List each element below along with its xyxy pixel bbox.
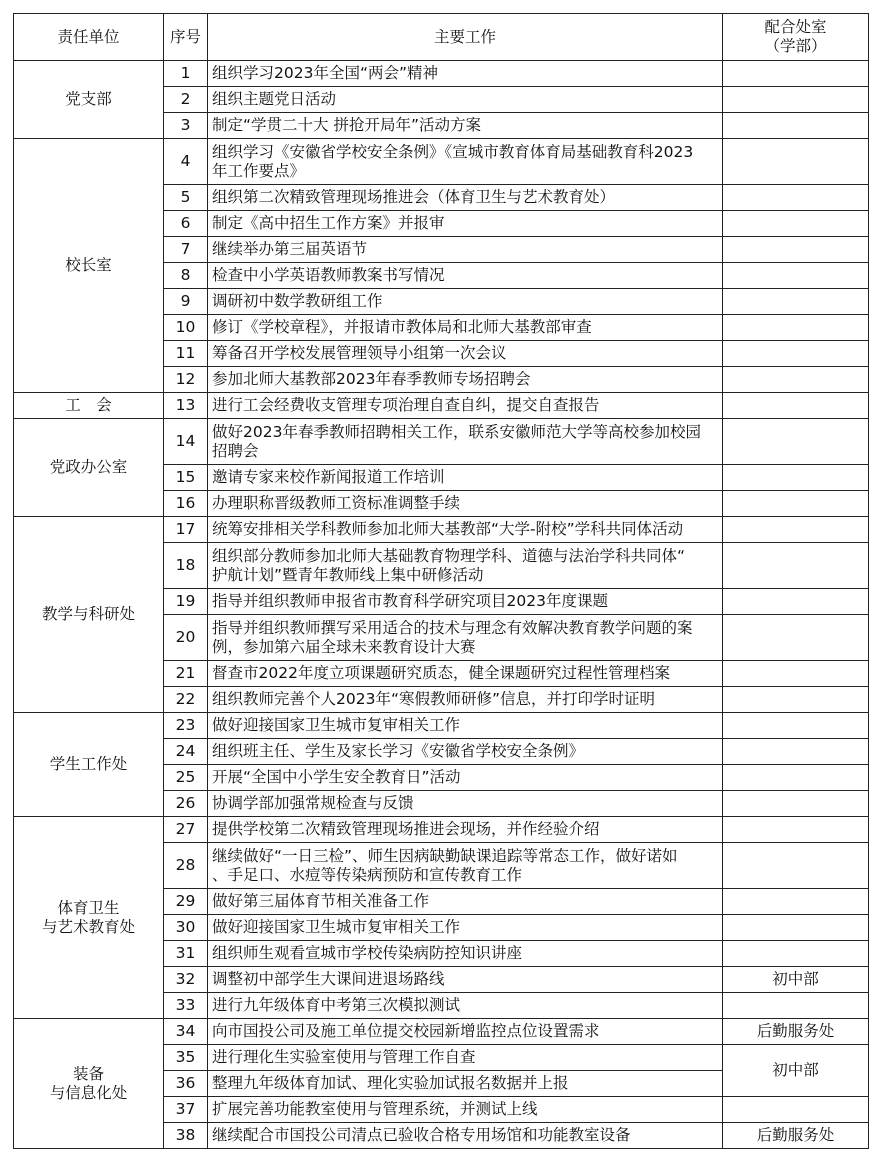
coop-cell — [723, 713, 869, 739]
row-number: 5 — [164, 185, 208, 211]
task-text: 督查市2022年度立项课题研究质态，健全课题研究过程性管理档案 — [212, 664, 670, 682]
coop-cell — [723, 61, 869, 87]
task-cell — [208, 289, 723, 315]
task-cell — [208, 367, 723, 393]
coop-cell — [723, 367, 869, 393]
task-text: 邀请专家来校作新闻报道工作培训 — [212, 468, 445, 486]
unit-label: 与艺术教育处 — [41, 917, 135, 936]
row-number: 23 — [164, 713, 208, 739]
task-cell — [208, 237, 723, 263]
task-cell — [208, 687, 723, 713]
task-cell — [208, 543, 723, 589]
coop-cell — [723, 661, 869, 687]
coop-cell — [723, 739, 869, 765]
task-text: 调研初中数学教研组工作 — [212, 292, 383, 310]
task-text: 扩展完善功能教室使用与管理系统，并测试上线 — [212, 1100, 538, 1118]
coop-cell — [723, 289, 869, 315]
coop-cell — [723, 237, 869, 263]
coop-label: 后勤服务处 — [756, 1126, 835, 1144]
coop-cell — [723, 491, 869, 517]
task-cell — [208, 713, 723, 739]
task-text: 参加北师大基教部2023年春季教师专场招聘会 — [212, 370, 531, 388]
task-text: 协调学部加强常规检查与反馈 — [212, 794, 414, 812]
coop-cell — [723, 765, 869, 791]
task-cell — [208, 993, 723, 1019]
unit-cell — [14, 139, 164, 393]
task-cell — [208, 843, 723, 889]
coop-cell — [723, 915, 869, 941]
task-text: 统筹安排相关学科教师参加北师大基教部“大学-附校”学科共同体活动 — [212, 520, 684, 538]
row-number: 32 — [164, 967, 208, 993]
header-unit — [14, 14, 164, 61]
task-cell — [208, 185, 723, 211]
task-text: 组织教师完善个人2023年“寒假教师研修”信息，并打印学时证明 — [212, 690, 656, 708]
task-cell — [208, 739, 723, 765]
header-work — [208, 14, 723, 61]
task-cell — [208, 1071, 723, 1097]
coop-cell — [723, 817, 869, 843]
task-cell — [208, 661, 723, 687]
row-number: 7 — [164, 237, 208, 263]
task-cell — [208, 615, 723, 661]
unit-label: 装备 — [72, 1064, 104, 1083]
coop-cell — [723, 1019, 869, 1045]
header-coop-sublabel: （学部） — [764, 37, 827, 55]
row-number: 30 — [164, 915, 208, 941]
task-cell — [208, 967, 723, 993]
coop-cell — [723, 967, 869, 993]
coop-cell — [723, 139, 869, 185]
unit-label: 学生工作处 — [49, 755, 128, 773]
task-cell — [208, 139, 723, 185]
coop-label: 后勤服务处 — [756, 1022, 835, 1040]
task-text: 年工作要点》 — [212, 161, 306, 180]
coop-cell — [723, 211, 869, 237]
task-text: 检查中小学英语教师教案书写情况 — [212, 266, 445, 284]
unit-cell — [14, 713, 164, 817]
task-text: 组织学习2023年全国“两会”精神 — [212, 64, 439, 82]
unit-label: 工 会 — [65, 396, 112, 414]
task-text: 组织学习《安徽省学校安全条例》《宣城市教育体育局基础教育科2023 — [212, 142, 694, 161]
row-number: 22 — [164, 687, 208, 713]
coop-label: 初中部 — [772, 1061, 819, 1079]
row-number: 2 — [164, 87, 208, 113]
coop-cell — [723, 113, 869, 139]
task-text: 继续做好“一日三检”、师生因病缺勤缺课追踪等常态工作，做好诺如 — [212, 846, 678, 865]
task-text: 提供学校第二次精致管理现场推进会现场，并作经验介绍 — [212, 820, 600, 838]
row-number: 17 — [164, 517, 208, 543]
task-text: 做好迎接国家卫生城市复审相关工作 — [212, 716, 461, 734]
unit-cell — [14, 61, 164, 139]
unit-cell — [14, 419, 164, 517]
task-text: 做好2023年春季教师招聘相关工作，联系安徽师范大学等高校参加校园 — [212, 422, 701, 441]
row-number: 38 — [164, 1123, 208, 1149]
task-text: 做好迎接国家卫生城市复审相关工作 — [212, 918, 461, 936]
row-number: 3 — [164, 113, 208, 139]
unit-label: 党支部 — [65, 90, 112, 108]
task-text: 修订《学校章程》，并报请市教体局和北师大基教部审查 — [212, 318, 592, 336]
task-text: 继续举办第三届英语节 — [212, 240, 368, 258]
header-work-label: 主要工作 — [433, 27, 496, 46]
row-number: 16 — [164, 491, 208, 517]
task-text: 开展“全国中小学生安全教育日”活动 — [212, 768, 461, 786]
task-text: 组织师生观看宣城市学校传染病防控知识讲座 — [212, 944, 523, 962]
task-cell — [208, 941, 723, 967]
coop-cell — [723, 419, 869, 465]
coop-cell — [723, 315, 869, 341]
row-number: 13 — [164, 393, 208, 419]
row-number: 26 — [164, 791, 208, 817]
row-number: 27 — [164, 817, 208, 843]
row-number: 15 — [164, 465, 208, 491]
task-text: 组织部分教师参加北师大基础教育物理学科、道德与法治学科共同体“ — [212, 546, 686, 565]
coop-cell — [723, 889, 869, 915]
row-number: 1 — [164, 61, 208, 87]
task-text: 、手足口、水痘等传染病预防和宣传教育工作 — [212, 865, 523, 884]
row-number: 4 — [164, 139, 208, 185]
row-number: 20 — [164, 615, 208, 661]
task-cell — [208, 211, 723, 237]
coop-label: 初中部 — [772, 970, 819, 988]
task-text: 组织班主任、学生及家长学习《安徽省学校安全条例》 — [212, 742, 585, 760]
coop-cell — [723, 465, 869, 491]
coop-cell — [723, 791, 869, 817]
row-number: 24 — [164, 739, 208, 765]
task-text: 指导并组织教师撰写采用适合的技术与理念有效解决教育教学问题的案 — [212, 618, 693, 637]
unit-label: 教学与科研处 — [41, 605, 135, 623]
task-cell — [208, 1123, 723, 1149]
coop-cell — [723, 941, 869, 967]
coop-cell — [723, 263, 869, 289]
header-coop — [723, 14, 869, 61]
task-cell — [208, 419, 723, 465]
coop-cell — [723, 543, 869, 589]
task-text: 进行理化生实验室使用与管理工作自查 — [212, 1048, 476, 1066]
row-number: 25 — [164, 765, 208, 791]
row-number: 8 — [164, 263, 208, 289]
task-cell — [208, 263, 723, 289]
unit-label: 党政办公室 — [49, 458, 128, 476]
task-cell — [208, 517, 723, 543]
unit-label: 与信息化处 — [49, 1083, 128, 1102]
unit-cell — [14, 817, 164, 1019]
task-text: 向市国投公司及施工单位提交校园新增监控点位设置需求 — [212, 1022, 600, 1040]
task-text: 指导并组织教师申报省市教育科学研究项目2023年度课题 — [212, 592, 608, 610]
task-cell — [208, 341, 723, 367]
coop-cell — [723, 589, 869, 615]
coop-cell — [723, 87, 869, 113]
task-text: 例，参加第六届全球未来教育设计大赛 — [212, 637, 476, 656]
unit-cell — [14, 393, 164, 419]
task-cell — [208, 889, 723, 915]
task-text: 组织第二次精致管理现场推进会（体育卫生与艺术教育处） — [212, 188, 616, 206]
task-text: 筹备召开学校发展管理领导小组第一次会议 — [212, 344, 507, 362]
task-text: 护航计划”暨青年教师线上集中研修活动 — [212, 565, 484, 584]
coop-cell — [723, 341, 869, 367]
task-cell — [208, 393, 723, 419]
task-cell — [208, 465, 723, 491]
row-number: 19 — [164, 589, 208, 615]
task-cell — [208, 791, 723, 817]
unit-label: 校长室 — [65, 256, 112, 274]
coop-cell — [723, 1045, 869, 1097]
task-cell — [208, 1045, 723, 1071]
task-cell — [208, 113, 723, 139]
row-number: 12 — [164, 367, 208, 393]
task-text: 招聘会 — [212, 441, 259, 460]
header-unit-label: 责任单位 — [57, 27, 120, 46]
coop-cell — [723, 1123, 869, 1149]
task-text: 进行工会经费收支管理专项治理自查自纠，提交自查报告 — [212, 396, 600, 414]
header-number — [164, 14, 208, 61]
task-text: 做好第三届体育节相关准备工作 — [212, 892, 430, 910]
task-text: 制定《高中招生工作方案》并报审 — [212, 214, 445, 232]
row-number: 10 — [164, 315, 208, 341]
row-number: 9 — [164, 289, 208, 315]
task-cell — [208, 315, 723, 341]
unit-label: 体育卫生 — [57, 898, 120, 917]
row-number: 35 — [164, 1045, 208, 1071]
coop-cell — [723, 687, 869, 713]
task-text: 整理九年级体育加试、理化实验加试报名数据并上报 — [212, 1074, 569, 1092]
task-cell — [208, 765, 723, 791]
work-table — [13, 13, 869, 1149]
row-number: 29 — [164, 889, 208, 915]
row-number: 14 — [164, 419, 208, 465]
task-text: 调整初中部学生大课间进退场路线 — [212, 970, 445, 988]
row-number: 31 — [164, 941, 208, 967]
coop-cell — [723, 843, 869, 889]
row-number: 6 — [164, 211, 208, 237]
task-text: 制定“学贯二十大 拼抢开局年”活动方案 — [212, 116, 481, 134]
task-cell — [208, 61, 723, 87]
unit-cell — [14, 517, 164, 713]
row-number: 34 — [164, 1019, 208, 1045]
header-number-label: 序号 — [169, 27, 201, 46]
row-number: 36 — [164, 1071, 208, 1097]
task-cell — [208, 1097, 723, 1123]
coop-cell — [723, 185, 869, 211]
task-cell — [208, 1019, 723, 1045]
task-text: 办理职称晋级教师工资标准调整手续 — [212, 494, 461, 512]
task-cell — [208, 915, 723, 941]
row-number: 11 — [164, 341, 208, 367]
coop-cell — [723, 1097, 869, 1123]
coop-cell — [723, 993, 869, 1019]
header-coop-label: 配合处室 — [764, 18, 827, 36]
unit-cell — [14, 1019, 164, 1149]
task-cell — [208, 491, 723, 517]
task-text: 继续配合市国投公司清点已验收合格专用场馆和功能教室设备 — [212, 1126, 631, 1144]
row-number: 21 — [164, 661, 208, 687]
row-number: 18 — [164, 543, 208, 589]
row-number: 33 — [164, 993, 208, 1019]
task-cell — [208, 589, 723, 615]
coop-cell — [723, 517, 869, 543]
coop-cell — [723, 615, 869, 661]
row-number: 37 — [164, 1097, 208, 1123]
coop-cell — [723, 393, 869, 419]
row-number: 28 — [164, 843, 208, 889]
task-cell — [208, 87, 723, 113]
task-text: 进行九年级体育中考第三次模拟测试 — [212, 996, 461, 1014]
task-cell — [208, 817, 723, 843]
task-text: 组织主题党日活动 — [212, 90, 337, 108]
